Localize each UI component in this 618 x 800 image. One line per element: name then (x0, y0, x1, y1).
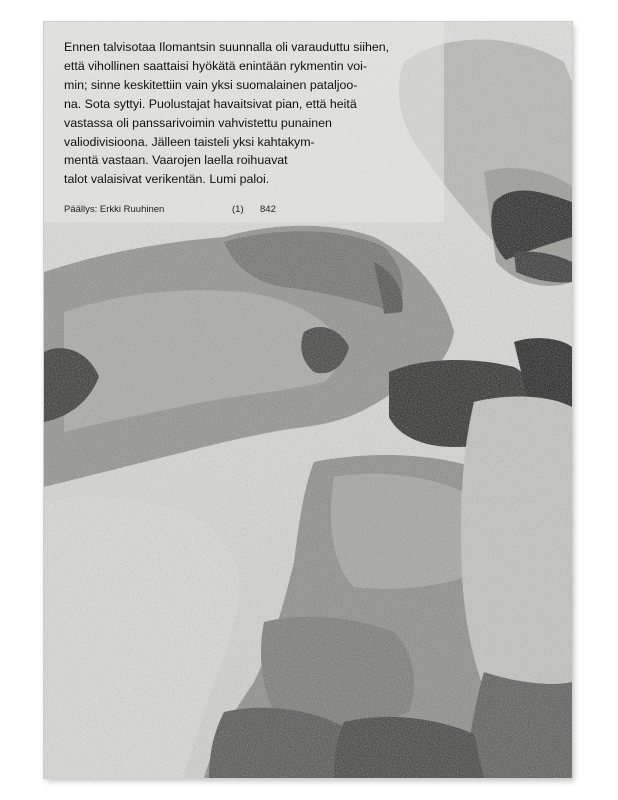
blurb-line: na. Sota syttyi. Puolustajat havaitsivat pian, että heitä (64, 96, 357, 111)
cover-designer-credit: Päällys: Erkki Ruuhinen (64, 204, 165, 215)
blurb-line: Ennen talvisotaa Ilomantsin suunnalla oli varauduttu siihen, (64, 40, 390, 54)
back-cover-blurb (64, 38, 424, 189)
book-back-cover (44, 22, 572, 778)
print-code: 842 (260, 204, 276, 215)
blurb-line: talot valaisivat verikentän. Lumi paloi. (64, 172, 270, 187)
blurb-line: min; sinne keskitettiin vain yksi suomalainen pataljoo- (64, 77, 358, 92)
blurb-line: mentä vastaan. Vaarojen laella roihuavat (64, 153, 288, 168)
blurb-line: että vihollinen saattaisi hyökätä enintään rykmentin voi- (64, 58, 368, 73)
print-number: (1) (232, 204, 244, 215)
blurb-line: valiodivisioona. Jälleen taisteli yksi kahtakym- (64, 134, 315, 149)
blurb-line: vastassa oli panssarivoimin vahvistettu punainen (64, 115, 332, 130)
